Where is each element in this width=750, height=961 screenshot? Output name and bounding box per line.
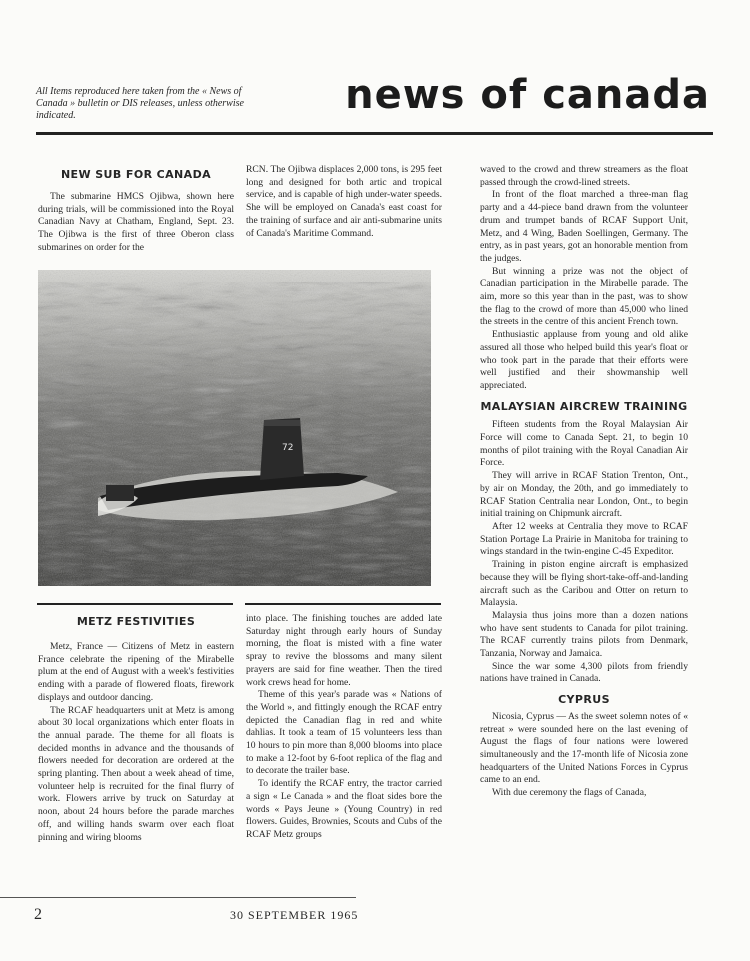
section-rule bbox=[37, 603, 233, 605]
sub-paragraph-2: RCN. The Ojibwa displaces 2,000 tons, is 295 feet long and designed for both artic and tropical service, and is capable of high under-water speeds. She will be employed on Canada's east coast for the training of surface and air anti-submarine units of Canada's Maritime Command. bbox=[246, 164, 442, 239]
malaysia-paragraph: Malaysia thus joins more than a dozen nations who have sent students to Canada for pilot training. The RCAF currently trains pilots from Denmark, Tanzania, Norway and Jamaica. bbox=[480, 609, 688, 660]
malaysia-paragraph: Fifteen students from the Royal Malaysian Air Force will come to Canada Sept. 21, to begin 10 months of pilot training with the Royal Canadian Air Force. bbox=[480, 419, 688, 469]
malaysia-paragraph: Since the war some 4,300 pilots from friendly nations have trained in Canada. bbox=[480, 660, 688, 685]
sub-text-col2 bbox=[246, 164, 442, 240]
sub-paragraph-1: The submarine HMCS Ojibwa, shown here during trials, will be commissioned into the Royal Canadian Navy at Chatham, England, Sept. 23. The Ojibwa is the first of three Oberon class submarines on order for the bbox=[38, 191, 234, 253]
malaysia-paragraph: They will arrive in RCAF Station Trenton, Ont., by air on Monday, the 20th, and go immediately to RCAF Station Centralia near London, Ont., to begin initial training on Chipmunk aircraft. bbox=[480, 470, 688, 520]
metz-paragraph: Enthusiastic applause from young and old alike assured all those who helped build this year's float or who took part in the parade that their efforts were well justified and their showmanship well appreciated. bbox=[480, 329, 688, 391]
malaysia-paragraph: After 12 weeks at Centralia they move to RCAF Station Portage La Prairie in Manitoba for training to wings standard in the twin-engine C-45 Expeditor. bbox=[480, 520, 688, 558]
malaysia-paragraph: Training in piston engine aircraft is emphasized because they will be flying short-take-off-and-landing aircraft such as the Caribou and Otter on return to Malaysia. bbox=[480, 559, 688, 609]
metz-paragraph: Theme of this year's parade was « Nations of the World », and fittingly enough the RCAF entry depicted the Canadian flag in red and white dahlias. It took a team of 15 volunteers less than 10 hours to pin more than 8,000 blooms into place to make a 12-foot by 6-foot replica of the flag and to decorate the trailer base. bbox=[246, 689, 442, 777]
metz-paragraph: In front of the float marched a three-man flag party and a 44-piece band drawn from the volunteer drum and trumpet bands of RCAF Support Unit, Metz, and 4 Wing, Baden Soellingen, Germany. The entry, as in past years, got an honorable mention from the judges. bbox=[480, 189, 688, 264]
sub-headline: NEW SUB FOR CANADA bbox=[60, 168, 212, 181]
metz-paragraph: The RCAF headquarters unit at Metz is among about 30 local organizations which enter floats in the annual parade. The theme for all floats is decided months in advance and the thousands of flowers needed for decoration are ordered at the spring planting. Then about a week ahead of time, volunteer help is recruited for the final flurry of work. Flowers arrive by truck on Saturday at noon, about 24 hours before the parade marches off, and willing hands swarm over each float pinning and wiring blooms bbox=[38, 704, 234, 843]
sub-text-col1 bbox=[38, 191, 234, 255]
hull-number: 72 bbox=[282, 443, 294, 453]
metz-paragraph: waved to the crowd and threw streamers as the float passed through the crowd-lined streets. bbox=[480, 164, 688, 188]
metz-paragraph: To identify the RCAF entry, the tractor carried a sign « Le Canada » and the float sides bore the words « Pays Jeune » (Young Country) in red flowers. Guides, Brownies, Scouts and Cubs of the RCAF Metz groups bbox=[246, 778, 442, 840]
cyprus-paragraph: Nicosia, Cyprus — As the sweet solemn notes of « retreat » were sounded here on the last evening of August the flags of four nations were lowered simultaneously and the 17-month life of Nicosia zone headquarters of the United Nations Forces in Cyprus came to an end. bbox=[480, 710, 688, 786]
section-rule bbox=[245, 603, 441, 605]
malaysia-headline: MALAYSIAN AIRCREW TRAINING bbox=[480, 399, 688, 413]
issue-date: 30 SEPTEMBER 1965 bbox=[230, 908, 359, 922]
metz-paragraph: But winning a prize was not the object of Canadian participation in the Mirabelle parade. The aim, more so this year than in the past, was to show the flag to the crowd of more than 45,000 who lined the streets in the centre of this ancient French town. bbox=[480, 265, 688, 328]
page-number: 2 bbox=[34, 906, 42, 923]
cyprus-headline: CYPRUS bbox=[558, 693, 610, 707]
metz-text-col1 bbox=[38, 641, 234, 844]
footer-rule bbox=[0, 897, 356, 898]
metz-paragraph: into place. The finishing touches are added late Saturday night through early hours of Sunday morning, the float is misted with a fine water spray to revive the blossoms and many silent prayers are said for fine weather. Then the tired work crews head for home. bbox=[246, 613, 442, 688]
metz-paragraph: Metz, France — Citizens of Metz in eastern France celebrate the ripening of the Mirabelle plum at the end of August with a week's festivities ending with a parade of flowered floats, firework displays and outdoor dancing. bbox=[38, 641, 234, 703]
submarine-photo-image bbox=[38, 270, 431, 586]
metz-text-col2 bbox=[246, 613, 442, 842]
source-note: All Items reproduced here taken from the « News of Canada » bulletin or DIS releases, unless otherwise indicated. bbox=[36, 86, 244, 121]
masthead-title: news of canada bbox=[345, 72, 710, 118]
right-column bbox=[480, 164, 688, 800]
cyprus-paragraph: With due ceremony the flags of Canada, bbox=[492, 787, 647, 799]
masthead-rule bbox=[36, 132, 713, 135]
metz-headline: METZ FESTIVITIES bbox=[76, 615, 196, 628]
submarine-photo bbox=[38, 270, 431, 586]
